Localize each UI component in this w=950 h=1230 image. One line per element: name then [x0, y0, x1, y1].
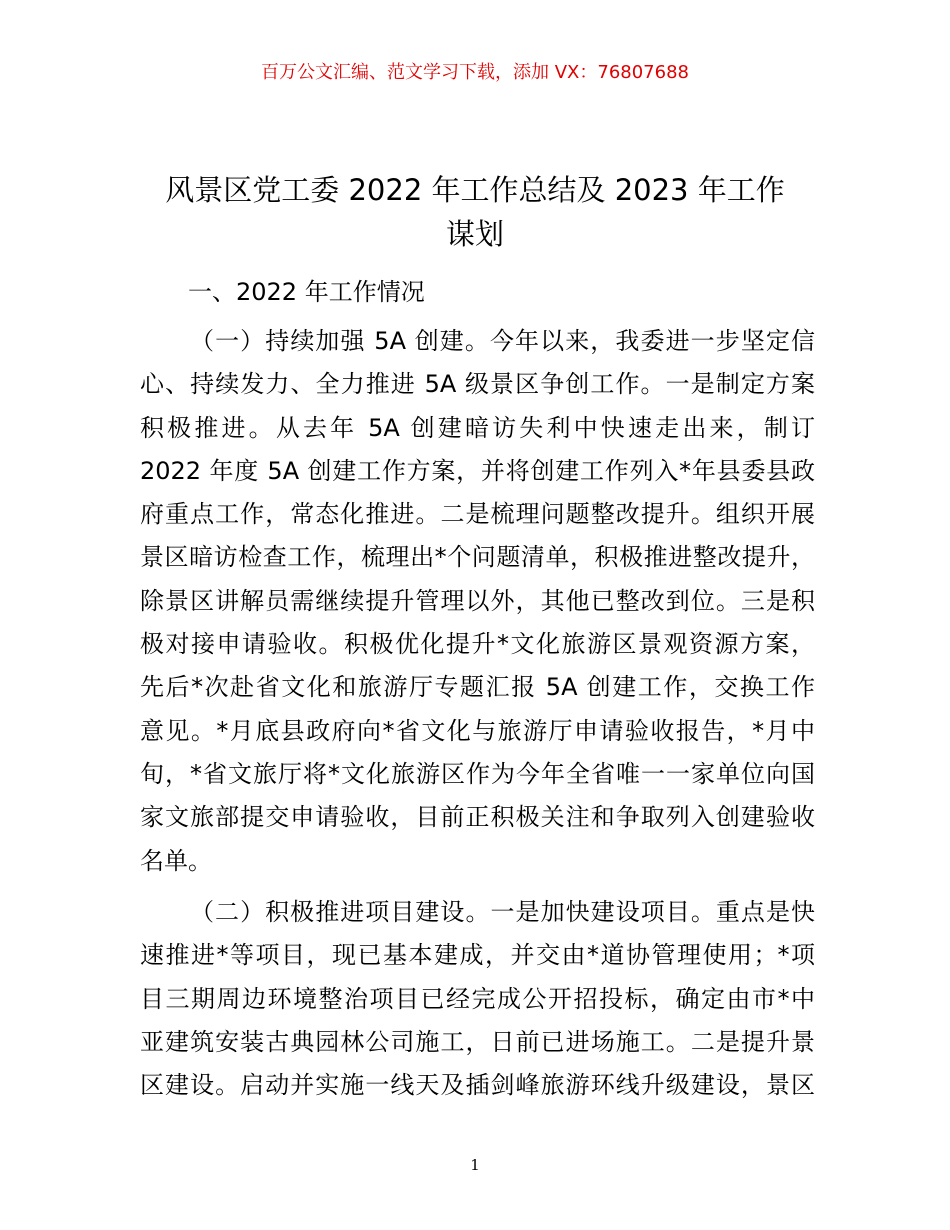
- paragraph-line: 景区暗访检查工作，梳理出*个问题清单，积极推进整改提升，: [140, 543, 815, 572]
- title-line: 风景区党工委 2022 年工作总结及 2023 年工作: [165, 173, 785, 207]
- paragraph-1: [140, 320, 815, 883]
- paragraph-line: 心、持续发力、全力推进 5A 级景区争创工作。一是制定方案: [140, 370, 815, 399]
- paragraph-line: 积极推进。从去年 5A 创建暗访失利中快速走出来，制订: [140, 413, 815, 442]
- paragraph-line: 2022 年度 5A 创建工作方案，并将创建工作列入*年县委县政: [140, 456, 815, 485]
- paragraph-line: 意见。*月底县政府向*省文化与旅游厅申请验收报告，*月中: [140, 716, 815, 745]
- paragraph-line: 先后*次赴省文化和旅游厅专题汇报 5A 创建工作，交换工作: [140, 673, 815, 702]
- paragraph-line: 除景区讲解员需继续提升管理以外，其他已整改到位。三是积: [140, 586, 815, 615]
- paragraph-line: （二）积极推进项目建设。一是加快建设项目。重点是快: [190, 898, 815, 926]
- paragraph-line: 速推进*等项目，现已基本建成，并交由*道协管理使用；*项: [140, 941, 815, 970]
- section-heading: 一、2022 年工作情况: [188, 278, 425, 306]
- paragraph-line: 目三期周边环境整治项目已经完成公开招投标，确定由市*中: [140, 984, 815, 1013]
- watermark-header: 百万公文汇编、范文学习下载，添加 VX：76807688: [261, 62, 689, 83]
- document-title: [120, 168, 830, 256]
- paragraph-line: 家文旅部提交申请验收，目前正积极关注和争取列入创建验收: [140, 803, 815, 832]
- title-line: 谋划: [445, 217, 504, 251]
- paragraph-line: （一）持续加强 5A 创建。今年以来，我委进一步坚定信: [190, 327, 815, 355]
- paragraph-2: [140, 891, 815, 1107]
- paragraph-line: 府重点工作，常态化推进。二是梳理问题整改提升。组织开展: [140, 500, 815, 529]
- paragraph-line: 旬，*省文旅厅将*文化旅游区作为今年全省唯一一家单位向国: [140, 759, 815, 788]
- paragraph-line: 名单。: [140, 846, 212, 875]
- paragraph-line: 亚建筑安装古典园林公司施工，日前已进场施工。二是提升景: [140, 1027, 815, 1056]
- paragraph-line: 极对接申请验收。积极优化提升*文化旅游区景观资源方案，: [140, 630, 815, 659]
- page-number: 1: [470, 1156, 480, 1174]
- paragraph-line: 区建设。启动并实施一线天及插剑峰旅游环线升级建设，景区: [140, 1071, 815, 1100]
